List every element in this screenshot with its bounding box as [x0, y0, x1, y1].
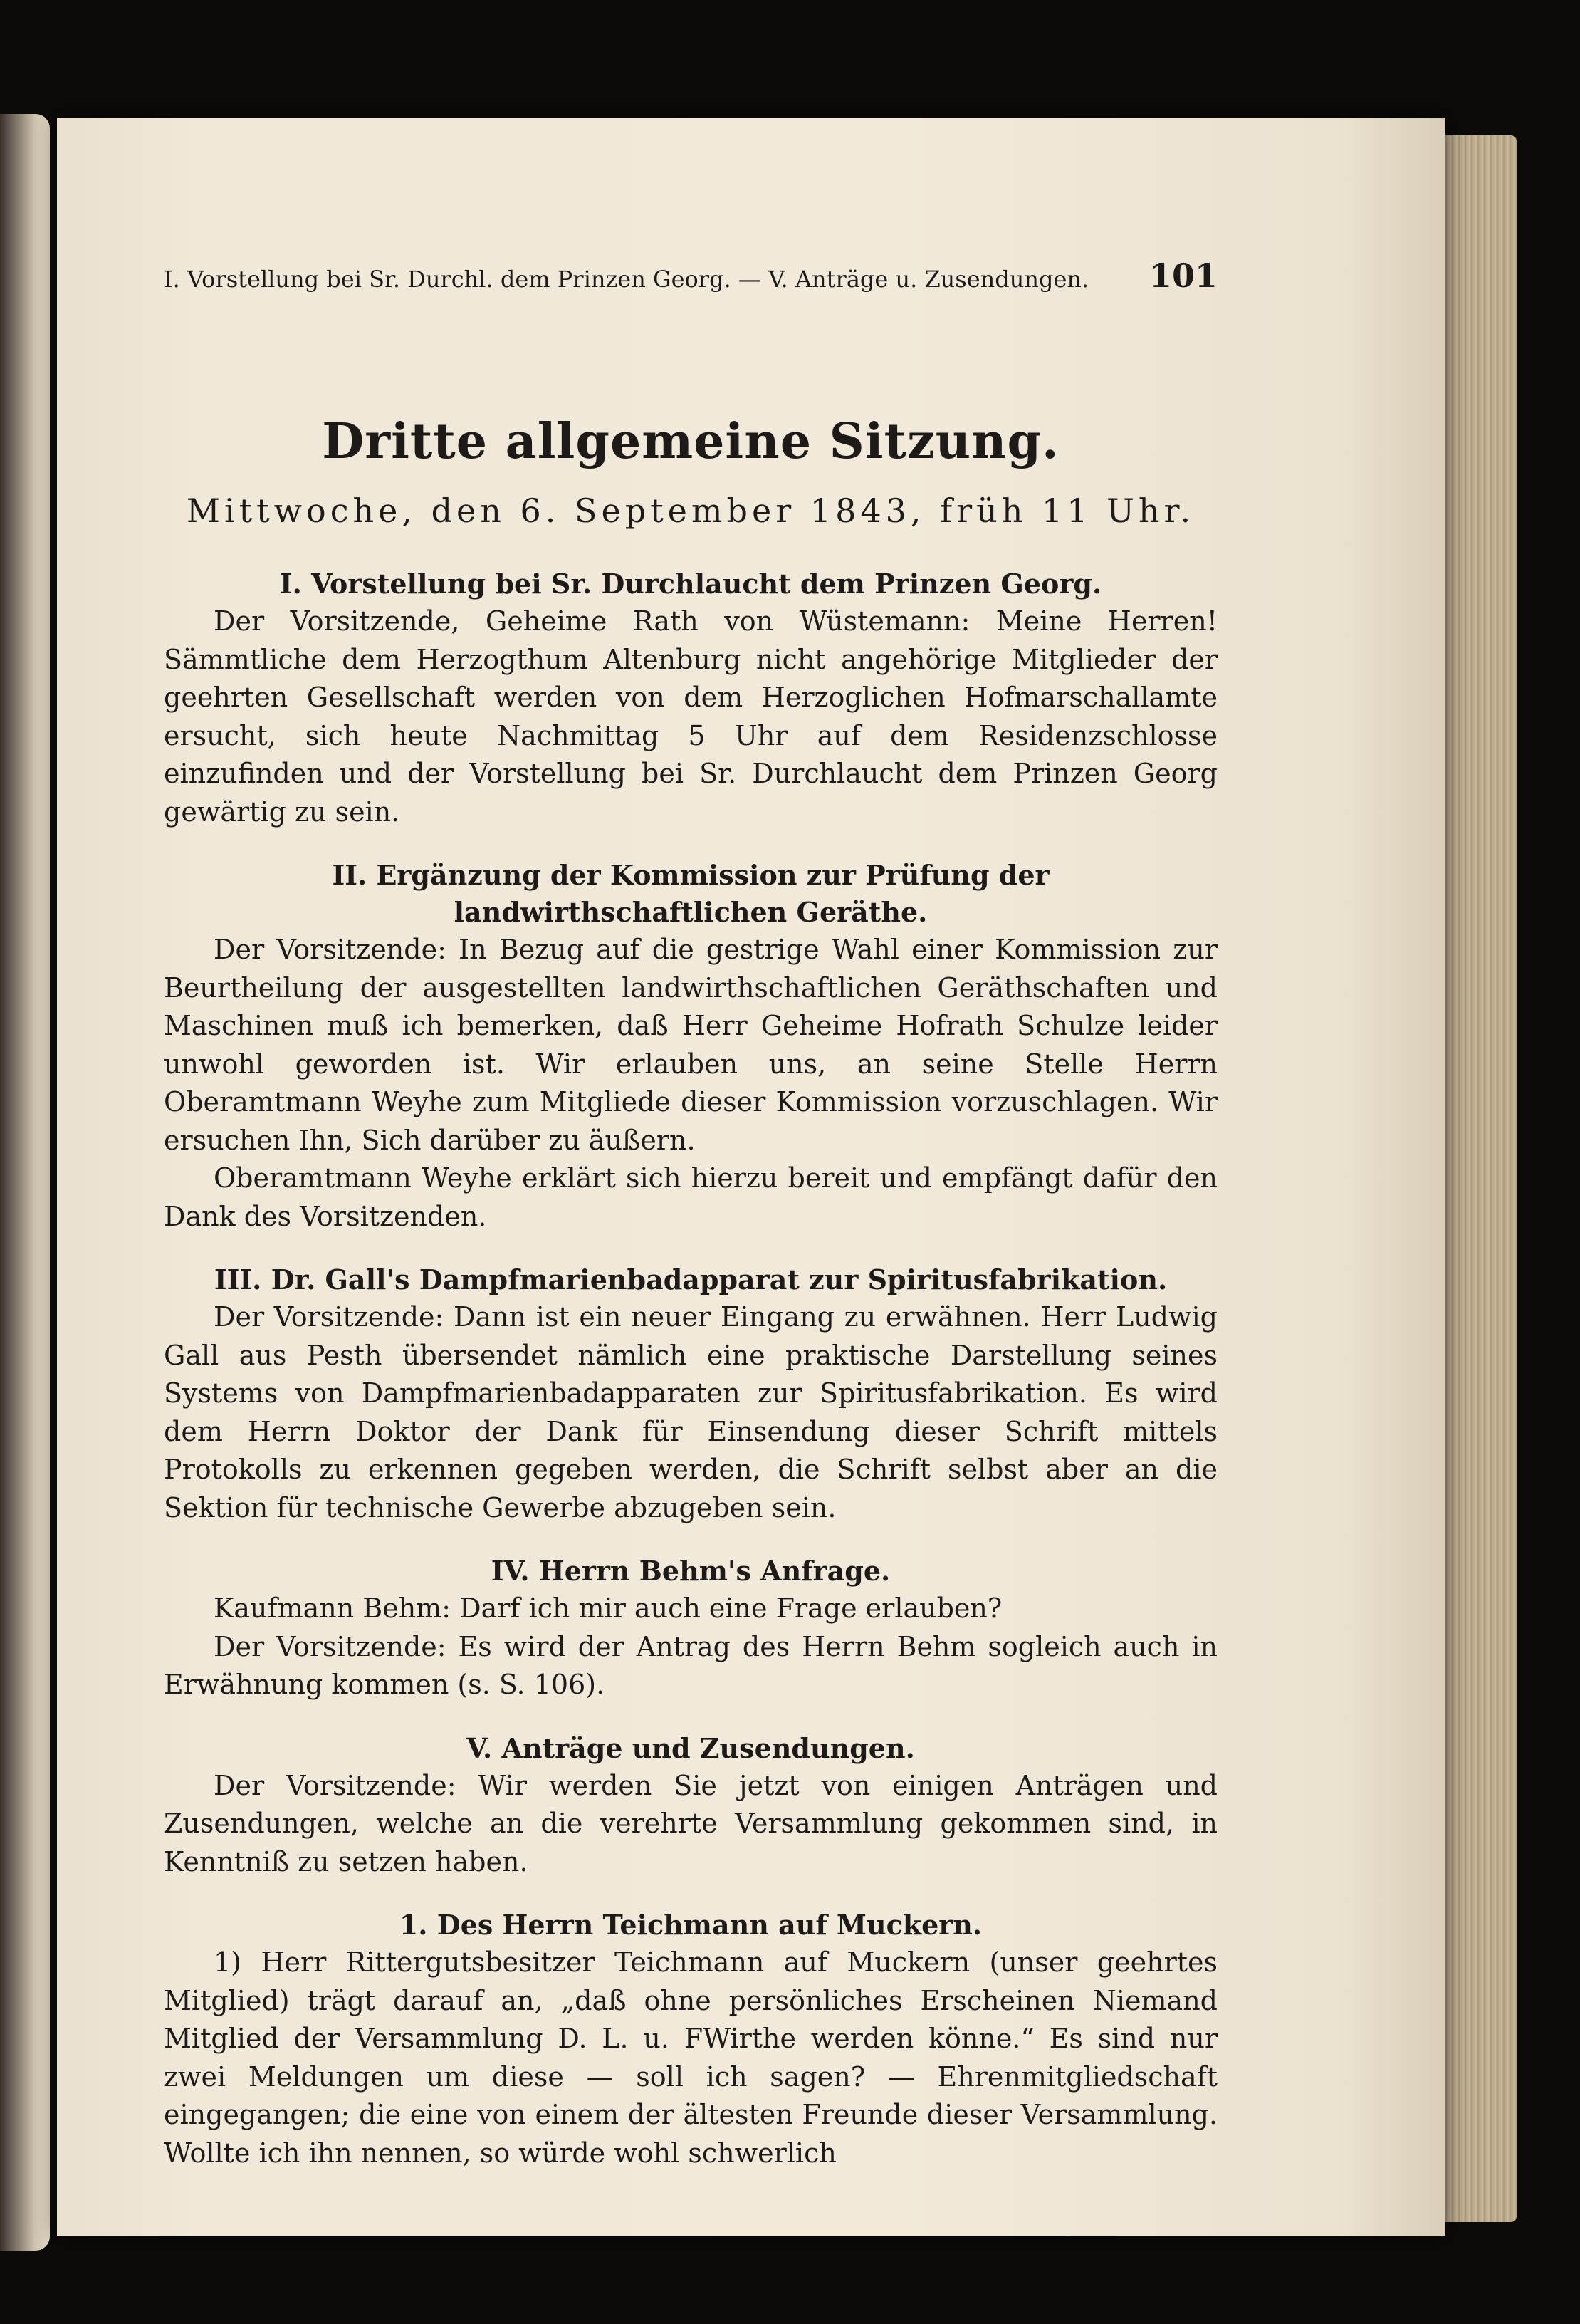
section-heading: IV. Herrn Behm's Anfrage.: [491, 1555, 891, 1587]
paragraph: Oberamtmann Weyhe erklärt sich hierzu bereit und empfängt dafür den Dank des Vorsitzenden.: [164, 1162, 1218, 1232]
paragraph: Der Vorsitzende: In Bezug auf die gestrige Wahl einer Kommission zur Beurtheilung der ausgestellten landwirthschaftlichen Geräthschaften und Maschinen muß ich bemerken, daß Herr Geheime Hofrath Schulze leider unwohl geworden ist. Wir erlauben uns, an seine Stelle Herrn Oberamtmann Weyhe zum Mitgliede dieser Kommission vorzuschlagen. Wir ersuchen Ihn, Sich darüber zu äußern.: [164, 934, 1218, 1156]
page-number: 101: [1149, 256, 1218, 295]
running-head: [164, 256, 1218, 299]
section-heading: II. Ergänzung der Kommission zur Prüfung der landwirthschaftlichen Geräthe.: [332, 859, 1050, 928]
paragraph: Der Vorsitzende: Es wird der Antrag des Herrn Behm sogleich auch in Erwähnung kommen (s. S. 106).: [164, 1630, 1218, 1700]
session-date: Mittwoche, den 6. September 1843, früh 11 Uhr.: [186, 491, 1196, 530]
left-page-edge: [0, 114, 50, 2251]
page-text: [164, 256, 1218, 2172]
subsection-heading: 1. Des Herrn Teichmann auf Muckern.: [399, 1909, 983, 1941]
paragraph: 1) Herr Rittergutsbesitzer Teichmann auf Muckern (unser geehrtes Mitglied) trägt darauf an, „daß ohne persönliches Erscheinen Niemand Mitglied der Versammlung D. L. u. FWirthe werden könne.“ Es sind nur zwei Meldungen um diese — soll ich sagen? — Ehrenmitgliedschaft eingegangen; die eine von einem der ältesten Freunde dieser Versammlung. Wollte ich ihn nennen, so würde wohl schwerlich: [164, 1947, 1218, 2169]
paragraph: Kaufmann Behm: Darf ich mir auch eine Frage erlauben?: [214, 1593, 1003, 1624]
running-title: I. Vorstellung bei Sr. Durchl. dem Prinzen Georg. — V. Anträge u. Zusendungen.: [164, 266, 1089, 293]
section-heading: III. Dr. Gall's Dampfmarienbadapparat zur Spiritusfabrikation.: [214, 1263, 1168, 1296]
section-heading: V. Anträge und Zusendungen.: [466, 1731, 915, 1764]
section-heading: I. Vorstellung bei Sr. Durchlaucht dem Prinzen Georg.: [279, 568, 1102, 600]
paragraph: Der Vorsitzende: Dann ist ein neuer Eingang zu erwähnen. Herr Ludwig Gall aus Pesth übersendet nämlich eine praktische Darstellung seines Systems von Dampfmarienbadapparaten zur Spiritusfabrikation. Es wird dem Herrn Doktor der Dank für Einsendung dieser Schrift mittels Protokolls zu erkennen gegeben werden, die Schrift selbst aber an die Sektion für technische Gewerbe abzugeben sein.: [164, 1301, 1218, 1523]
paragraph: Der Vorsitzende, Geheime Rath von Wüstemann: Meine Herren! Sämmtliche dem Herzogthum Altenburg nicht angehörige Mitglieder der geehrten Gesellschaft werden von dem Herzoglichen Hofmarschallamte ersucht, sich heute Nachmittag 5 Uhr auf dem Residenzschlosse einzufinden und der Vorstellung bei Sr. Durchlaucht dem Prinzen Georg gewärtig zu sein.: [164, 605, 1218, 828]
book-fore-edge: [1442, 135, 1517, 2222]
session-title: Dritte allgemeine Sitzung.: [322, 413, 1060, 470]
paragraph: Der Vorsitzende: Wir werden Sie jetzt von einigen Anträgen und Zusendungen, welche an die verehrte Versammlung gekommen sind, in Kenntniß zu setzen haben.: [164, 1769, 1218, 1877]
